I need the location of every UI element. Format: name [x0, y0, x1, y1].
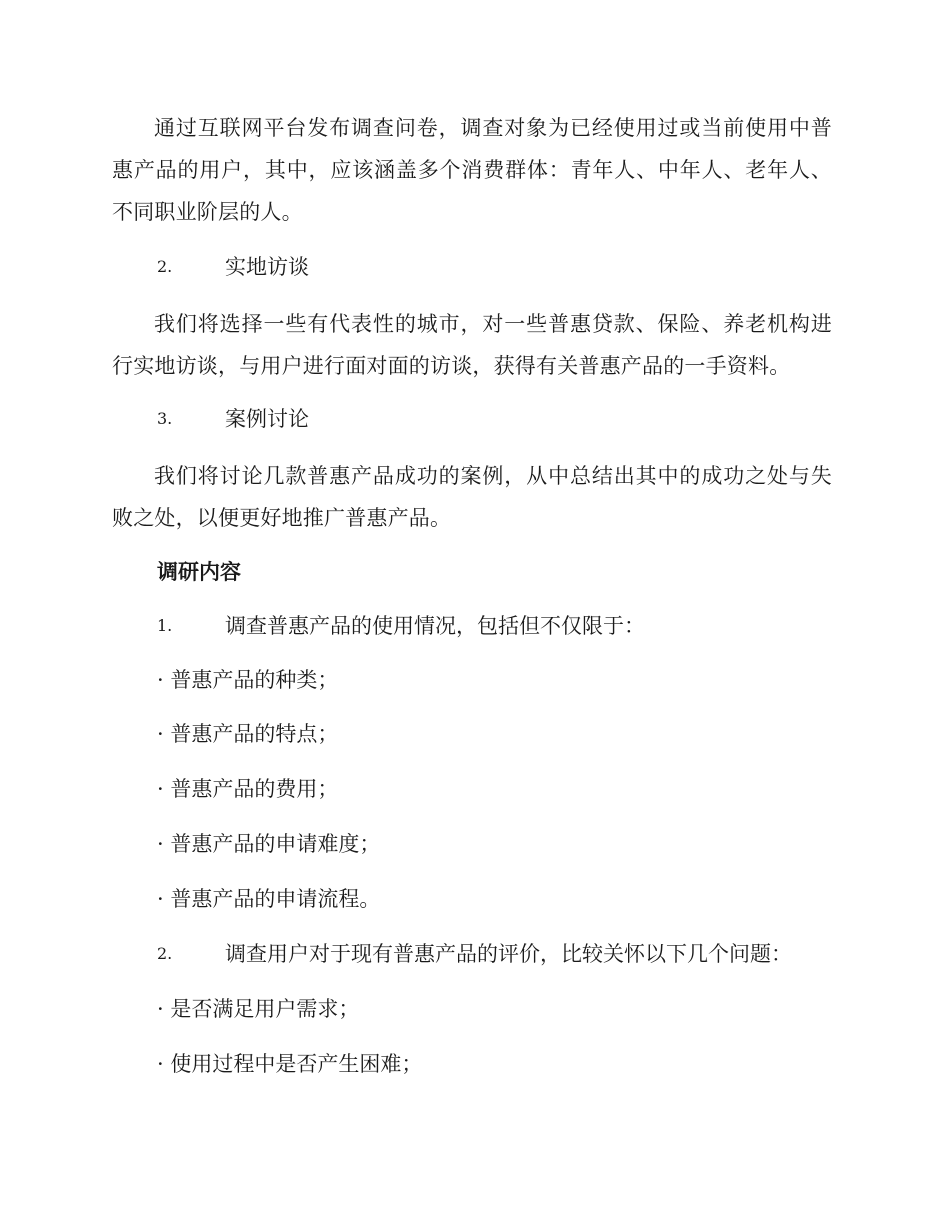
bullet-item: · 普惠产品的种类； [157, 668, 339, 692]
bullet-item: · 普惠产品的申请难度； [157, 832, 381, 856]
paragraph-survey-method: 通过互联网平台发布调查问卷，调查对象为已经使用过或当前使用中普惠产品的用户，其中，应该涵盖多个消费群体：青年人、中年人、老年人、不同职业阶层的人。 [112, 116, 832, 224]
paragraph-case-discussion: 我们将讨论几款普惠产品成功的案例，从中总结出其中的成功之处与失败之处，以便更好地推广普惠产品。 [112, 464, 832, 530]
bullet-item: · 普惠产品的费用； [157, 777, 339, 801]
list-item-case-discussion: 案例讨论 [225, 407, 309, 431]
section-heading: 调研内容 [157, 560, 241, 584]
list-number-3: 3. [157, 409, 173, 428]
list-item-field-interview: 实地访谈 [225, 255, 309, 279]
list-number-2: 2. [157, 257, 173, 276]
list-number-1: 1. [157, 616, 173, 635]
bullet-item: · 普惠产品的特点； [157, 722, 339, 746]
bullet-item: · 是否满足用户需求； [157, 997, 360, 1021]
list-item-usage-survey: 调查普惠产品的使用情况，包括但不仅限于： [225, 614, 645, 638]
bullet-item: · 使用过程中是否产生困难； [157, 1052, 423, 1076]
list-number-2b: 2. [157, 944, 173, 963]
bullet-item: · 普惠产品的申请流程。 [157, 887, 381, 911]
paragraph-field-interview: 我们将选择一些有代表性的城市，对一些普惠贷款、保险、养老机构进行实地访谈，与用户进行面对面的访谈，获得有关普惠产品的一手资料。 [112, 312, 832, 378]
list-item-user-evaluation: 调查用户对于现有普惠产品的评价，比较关怀以下几个问题： [225, 942, 792, 966]
